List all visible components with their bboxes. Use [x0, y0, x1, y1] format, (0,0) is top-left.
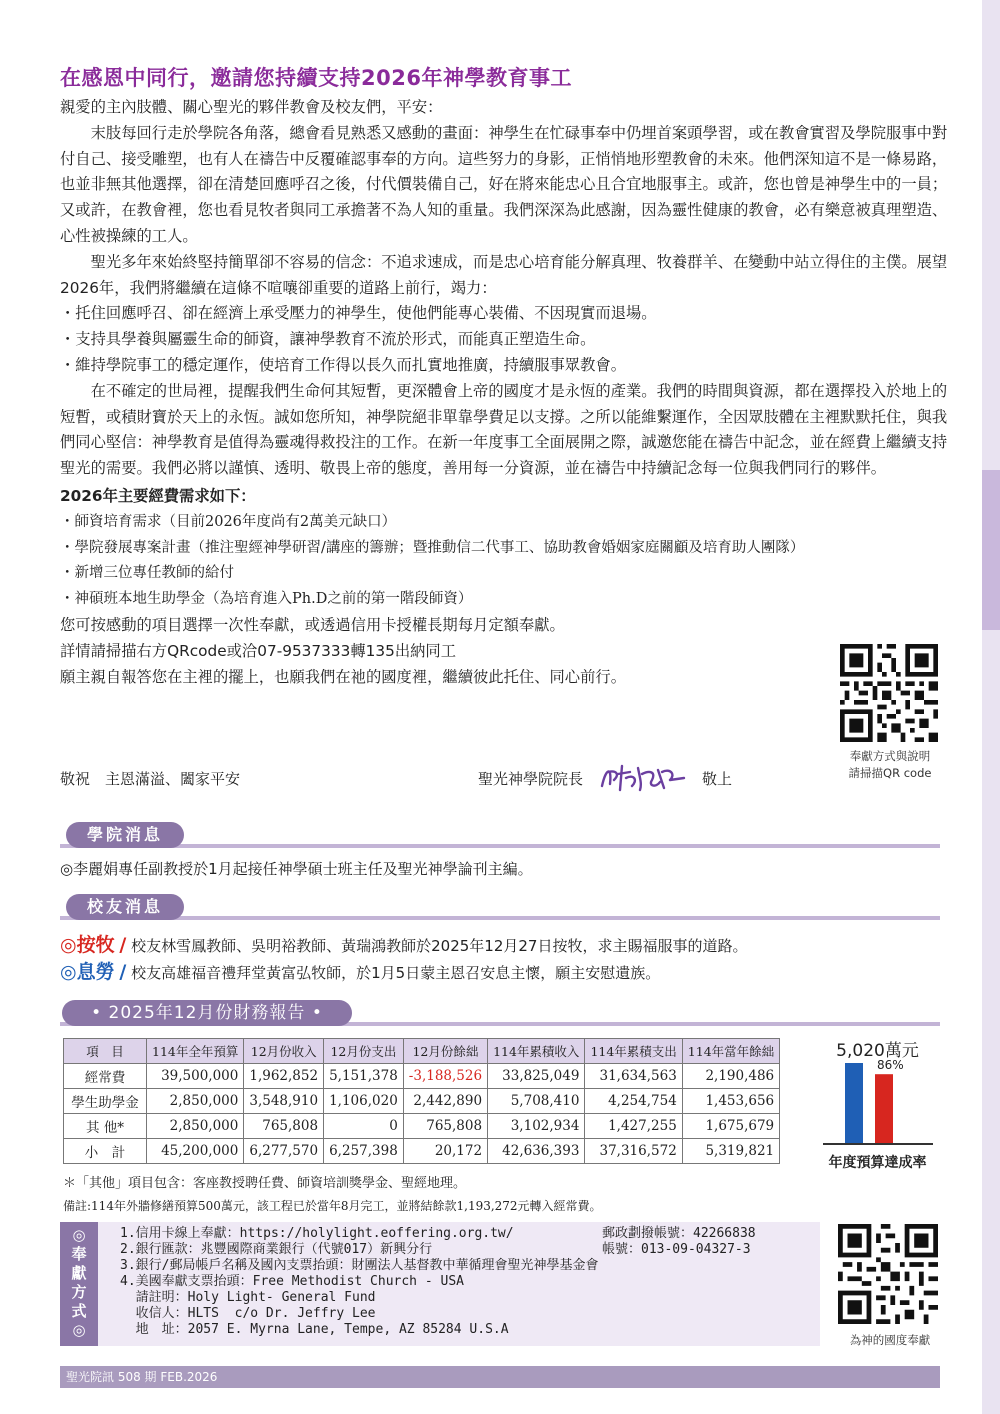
column-header: 114年累積收入 — [488, 1039, 585, 1064]
chart-bars — [815, 1036, 940, 1146]
closing-signoff: 敬上 — [702, 770, 733, 788]
table-cell: 31,634,563 — [585, 1064, 682, 1089]
column-header: 114年當年餘絀 — [682, 1039, 779, 1064]
row-label: 其 他* — [64, 1114, 147, 1139]
side-label-char: 奉 — [71, 1245, 87, 1263]
need-item: ・師資培育需求（目前2026年度尚有2萬美元缺口） — [60, 513, 397, 530]
qr-caption-line: 請掃描QR code — [848, 766, 932, 780]
finance-table — [63, 1038, 780, 1164]
rest-tag: ◎息勞 — [60, 961, 115, 983]
giving-line — [120, 1290, 820, 1306]
row-label: 學生助學金 — [64, 1089, 147, 1114]
need-item: ・神碩班本地生助學金（為培育進入Ph.D之前的第一階段師資） — [60, 591, 473, 608]
table-row — [64, 1064, 780, 1089]
table-cell: 1,106,020 — [324, 1089, 404, 1114]
column-header: 12月份支出 — [324, 1039, 404, 1064]
table-header-row — [64, 1039, 780, 1064]
headline: 在感恩中同行，邀請您持續支持2026年神學教育事工 — [60, 66, 572, 90]
table-cell: 3,548,910 — [244, 1089, 324, 1114]
table-cell: 5,319,821 — [682, 1139, 779, 1164]
table-row — [64, 1139, 780, 1164]
side-label-char: 式 — [71, 1302, 87, 1320]
closing-signer-title: 聖光神學院院長 — [478, 770, 584, 788]
giving-line-extra: 郵政劃撥帳號：42266838 — [602, 1226, 756, 1241]
row-label: 小 計 — [64, 1139, 147, 1164]
ordination-tag: ◎按牧 — [60, 934, 115, 956]
table-cell-negative: -3,188,526 — [403, 1064, 487, 1089]
side-label-char: 獻 — [71, 1264, 87, 1282]
chart-bar-budget — [845, 1063, 863, 1143]
letter-bullet: ・支持具學養與屬靈生命的師資，讓神學教育不流於形式，而能真正塑造生命。 — [60, 330, 596, 349]
edge-marker — [982, 470, 1000, 630]
giving-line-extra: 帳號：013-09-04327-3 — [602, 1242, 751, 1257]
giving-line-text: 2.銀行匯款：兆豐國際商業銀行（代號017）新興分行 — [120, 1242, 433, 1257]
chart-bar-achieved — [875, 1074, 893, 1143]
giving-line-text: 收信人：HLTS c/o Dr. Jeffry Lee — [120, 1306, 376, 1321]
table-cell: 39,500,000 — [147, 1064, 244, 1089]
giving-line-text: 1.信用卡線上奉獻：https://holylight.eoffering.org.tw/ — [120, 1226, 514, 1241]
table-cell: 765,808 — [403, 1114, 487, 1139]
table-cell: 37,316,572 — [585, 1139, 682, 1164]
budget-achievement-chart — [815, 1036, 940, 1176]
table-cell: 6,277,570 — [244, 1139, 324, 1164]
alumni-ordination — [60, 930, 747, 957]
news-item: ◎李麗娟專任副教授於1月起接任神學碩士班主任及聖光神學論刊主編。 — [60, 860, 533, 878]
table-cell: 6,257,398 — [324, 1139, 404, 1164]
qr-code-give[interactable] — [838, 1224, 938, 1324]
giving-line — [120, 1258, 820, 1274]
side-label-char: ◎ — [72, 1321, 86, 1339]
news-section-header — [60, 822, 940, 848]
column-header: 12月份餘絀 — [403, 1039, 487, 1064]
appeal-letter — [60, 95, 950, 690]
section-underline — [60, 844, 940, 848]
table-cell: 1,962,852 — [244, 1064, 324, 1089]
needs-title: 2026年主要經費需求如下： — [60, 486, 256, 505]
table-cell: 4,254,754 — [585, 1089, 682, 1114]
chart-title: 5,020萬元 — [836, 1041, 919, 1061]
giving-line-text: 地 址：2057 E. Myrna Lane, Tempe, AZ 85284 U.S.A — [120, 1322, 509, 1337]
giving-line — [120, 1306, 820, 1322]
giving-methods-list — [120, 1226, 820, 1338]
finance-note-other: ＊「其他」項目包含：客座教授聘任費、師資培訓獎學金、聖經地理。 — [63, 1176, 467, 1191]
table-cell: 5,151,378 — [324, 1064, 404, 1089]
side-label-text — [60, 1226, 98, 1340]
rest-text: 校友高雄福音禮拜堂黃富弘牧師，於1月5日蒙主恩召安息主懷，願主安慰遺族。 — [131, 964, 661, 982]
column-header: 12月份收入 — [244, 1039, 324, 1064]
column-header: 114年累積支出 — [585, 1039, 682, 1064]
column-header: 114年全年預算 — [147, 1039, 244, 1064]
giving-line-text: 4.美國奉獻支票抬頭：Free Methodist Church - USA — [120, 1274, 464, 1289]
table-cell: 20,172 — [403, 1139, 487, 1164]
closing-blessing: 敬祝 主恩滿溢、闔家平安 — [60, 770, 241, 788]
giving-line-text: 請註明：Holy Light- General Fund — [120, 1290, 376, 1305]
side-label-char: ◎ — [72, 1226, 86, 1244]
letter-paragraph: 在不確定的世局裡，提醒我們生命何其短暫，更深體會上帝的國度才是永恆的產業。我們的時間與資源，都在選擇投入於地上的短暫，或積財寶於天上的永恆。誠如您所知，神學院絕非單靠學費足以支撐。之所以能維繫運作，全因眾肢體在主裡默默托住，與我們同心堅信：神學教育是值得為靈魂得救投注的工作。在新一年度事工全面展開之際，誠邀您能在禱告中記念，並在經費上繼續支持聖光的需要。我們必將以謹慎、透明、敬畏上帝的態度，善用每一分資源，並在禱告中持續記念每一位與我們同行的夥伴。 — [60, 381, 948, 478]
qr-code-offering-info[interactable] — [840, 644, 938, 742]
table-cell: 1,453,656 — [682, 1089, 779, 1114]
table-cell: 0 — [324, 1114, 404, 1139]
table-cell: 2,850,000 — [147, 1089, 244, 1114]
alumni-section-header — [60, 894, 940, 920]
signature-image — [598, 760, 688, 794]
qr-caption: 為神的國度奉獻 — [849, 1333, 931, 1347]
table-cell: 33,825,049 — [488, 1064, 585, 1089]
giving-line-text: 3.銀行/郵局帳戶名稱及國內支票抬頭：財團法人基督教中華循理會聖光神學基金會 — [120, 1258, 599, 1273]
letter-greeting: 親愛的主內肢體、關心聖光的夥伴教會及校友們，平安： — [60, 98, 443, 116]
qr-caption-line: 奉獻方式與說明 — [849, 749, 931, 763]
section-underline — [60, 916, 940, 920]
table-row — [64, 1089, 780, 1114]
letter-paragraph: 末肢每回行走於學院各角落，總會看見熟悉又感動的畫面：神學生在忙碌事奉中仍埋首案頭學習，或在教會實習及學院服事中對付自己、接受雕塑，也有人在禱告中反覆確認事奉的方向。這些努力的身影，正悄悄地形塑教會的未來。他們深知這不是一條易路，也並非無其他選擇，卻在清楚回應呼召之後，付代價裝備自己，好在將來能忠心且合宜地服事主。或許，您也曾是神學生中的一員；又或許，在教會裡，您也看見牧者與同工承擔著不為人知的重量。我們深深為此感謝，因為靈性健康的教會，必有樂意被真理塑造、心性被操練的工人。 — [60, 123, 948, 245]
table-cell: 1,427,255 — [585, 1114, 682, 1139]
letter-bullet: ・托住回應呼召、卻在經濟上承受壓力的神學生，使他們能專心裝備、不因現實而退場。 — [60, 304, 657, 323]
letter-paragraph: 您可按感動的項目選擇一次性奉獻，或透過信用卡授權長期每月定額奉獻。 — [60, 615, 565, 634]
side-label-char: 方 — [71, 1283, 87, 1301]
row-label: 經常費 — [64, 1064, 147, 1089]
giving-line — [120, 1242, 820, 1258]
table-cell: 5,708,410 — [488, 1089, 585, 1114]
need-item: ・新增三位專任教師的給付 — [60, 565, 234, 582]
table-cell: 2,442,890 — [403, 1089, 487, 1114]
table-cell: 2,850,000 — [147, 1114, 244, 1139]
table-cell: 42,636,393 — [488, 1139, 585, 1164]
table-row — [64, 1114, 780, 1139]
letter-bullet: ・維持學院事工的穩定運作，使培育工作得以長久而扎實地推廣，持續服事眾教會。 — [60, 355, 626, 374]
ordination-text: 校友林雪鳳教師、吳明裕教師、黃瑞鴻教師於2025年12月27日按牧，求主賜福服事的道路。 — [131, 937, 748, 955]
chart-xlabel: 年度預算達成率 — [828, 1155, 927, 1171]
alumni-rest — [60, 957, 660, 984]
tag-slash: / — [119, 934, 127, 956]
finance-note-remark: 備註:114年外牆修繕預算500萬元，該工程已於當年8月完工，並將結餘款1,193,272元轉入經常費。 — [63, 1199, 602, 1213]
finance-title: • 2025年12月份財務報告 • — [62, 1000, 352, 1026]
table-cell: 1,675,679 — [682, 1114, 779, 1139]
table-cell: 2,190,486 — [682, 1064, 779, 1089]
giving-line — [120, 1226, 820, 1242]
letter-paragraph: 詳情請掃描右方QRcode或洽07-9537333轉135出納同工 — [60, 641, 457, 660]
chart-data-label: 86% — [877, 1058, 904, 1072]
column-header: 項 目 — [64, 1039, 147, 1064]
qr-caption — [822, 748, 958, 782]
tag-slash: / — [119, 961, 127, 983]
section-title: 學院消息 — [66, 822, 184, 848]
section-title: 校友消息 — [66, 894, 184, 920]
giving-line — [120, 1322, 820, 1338]
table-cell: 765,808 — [244, 1114, 324, 1139]
giving-side-label — [60, 1222, 98, 1346]
letter-paragraph: 願主親自報答您在主裡的擺上，也願我們在祂的國度裡，繼續彼此托住、同心前行。 — [60, 667, 626, 686]
chart-axis — [823, 1143, 933, 1145]
page-footer: 聖光院訊 508 期 FEB.2026 — [60, 1366, 940, 1388]
page-edge-strip — [982, 0, 1000, 1414]
letter-paragraph: 聖光多年來始終堅持簡單卻不容易的信念：不追求速成，而是忠心培育能分解真理、牧養群羊、在變動中站立得住的主僕。展望2026年，我們將繼續在這條不喧嚷卻重要的道路上前行，竭力： — [60, 252, 948, 297]
table-cell: 3,102,934 — [488, 1114, 585, 1139]
need-item: ・學院發展專案計畫（推注聖經神學研習/講座的籌辦；暨推動信二代事工、協助教會婚姻家庭關顧及培育助人團隊） — [60, 539, 805, 556]
giving-line — [120, 1274, 820, 1290]
table-cell: 45,200,000 — [147, 1139, 244, 1164]
